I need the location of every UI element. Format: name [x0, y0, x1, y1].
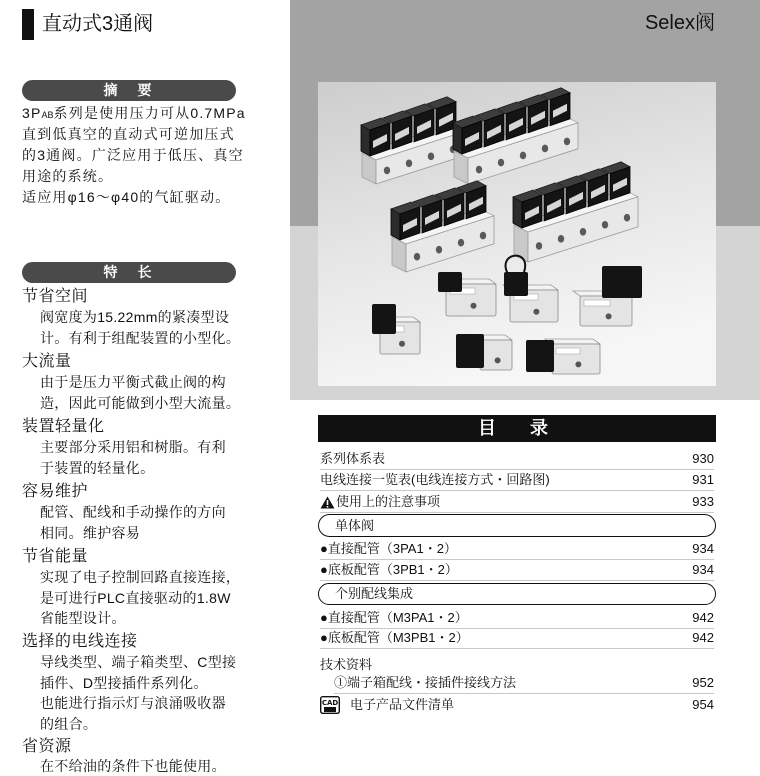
toc-entry-label: 电线连接一览表(电线连接方式・回路图) — [320, 472, 550, 487]
feature-title: 节省能量 — [22, 548, 89, 565]
toc-entry-label: ●直接配管（3PA1・2） — [320, 541, 457, 556]
toc-entry-page: 930 — [692, 451, 714, 466]
warning-exclamation-bar — [327, 500, 329, 505]
feature-item — [22, 546, 284, 629]
feature-line: 在不给油的条件下也能使用。 — [40, 758, 226, 774]
toc-heading: 目 录 — [318, 415, 716, 442]
solenoid-coil — [602, 266, 642, 298]
toc-entry-page: 954 — [692, 696, 714, 712]
port-hole — [399, 341, 405, 347]
feature-line: 省能型设计。 — [40, 610, 126, 626]
toc-entry-page: 942 — [692, 630, 714, 645]
toc-entry — [334, 673, 714, 694]
feature-title: 装置轻量化 — [22, 418, 105, 435]
feature-line: 也能进行指示灯与浪涌吸收器 — [40, 695, 226, 711]
summary-text — [22, 103, 284, 208]
feature-line: 阀宽度为15.22mm的紧凑型设 — [40, 309, 230, 325]
toc-entry — [320, 492, 714, 513]
port-hole — [384, 167, 390, 175]
port-hole — [471, 303, 477, 309]
summary-line — [22, 103, 284, 124]
feature-line: 实现了电子控制回路直接连接， — [40, 569, 241, 585]
toc-entry — [320, 449, 714, 470]
cad-icon-slot — [324, 707, 336, 712]
toc-section-manifold: 个别配线集成 — [318, 583, 716, 605]
toc-entry — [320, 694, 714, 715]
toc-entry — [320, 628, 714, 649]
page-title: 直动式3通阀 — [42, 13, 154, 35]
brand-name: Selex阀 — [644, 12, 715, 34]
feature-line: 配管、配线和手动操作的方向 — [40, 504, 226, 520]
toc-entry-label-group — [320, 492, 440, 512]
solenoid-coil — [504, 272, 528, 296]
feature-line: 主要部分采用铝和树脂。有利 — [40, 439, 226, 455]
toc-section-heading: 技术资料 — [320, 656, 373, 672]
toc-entry-label: ●底板配管（3PB1・2） — [320, 562, 458, 577]
feature-line: 由于是压力平衡式截止阀的构 — [40, 374, 226, 390]
toc-entry — [320, 560, 714, 581]
toc-entry — [320, 539, 714, 560]
feature-item — [22, 286, 284, 348]
toc-entry-label: 系列体系表 — [320, 451, 386, 466]
summary-series-prefix: 3P — [22, 105, 42, 121]
summary-line: 的3通阀。广泛应用于低压、真空 — [22, 147, 244, 163]
toc-entry-label: ●底板配管（M3PB1・2） — [320, 630, 469, 645]
features-heading: 特 长 — [22, 262, 236, 283]
toc-entry-page: 931 — [692, 472, 714, 487]
feature-title: 节省空间 — [22, 288, 89, 305]
toc-entry-page: 933 — [692, 494, 714, 509]
summary-heading: 摘 要 — [22, 80, 236, 101]
toc-entry — [320, 470, 714, 491]
port-hole — [558, 235, 564, 243]
solenoid-coil — [438, 272, 462, 292]
warning-icon — [320, 496, 335, 509]
toc-section-single-valve: 单体阀 — [318, 514, 716, 537]
feature-item — [22, 416, 284, 478]
toc-entry-page: 942 — [692, 610, 714, 625]
cad-icon — [320, 696, 340, 714]
valve-nameplate — [584, 300, 610, 306]
feature-line: 相同。维护容易 — [40, 524, 141, 541]
toc-section-technical — [320, 654, 714, 675]
summary-line: 适应用φ16～φ40的气缸驱动。 — [22, 189, 231, 205]
valve-nameplate — [556, 348, 580, 354]
feature-item — [22, 351, 284, 413]
toc-entry-page: 952 — [692, 675, 714, 690]
toc-entry-page: 934 — [692, 562, 714, 577]
port-hole — [606, 313, 612, 319]
summary-line-rest: 系列是使用压力可从0.7MPa — [53, 105, 246, 121]
port-hole — [624, 214, 630, 222]
feature-title: 大流量 — [22, 353, 72, 370]
title-accent-bar — [22, 9, 34, 40]
feature-title: 省资源 — [22, 738, 72, 755]
feature-item — [22, 481, 284, 543]
summary-line: 直到低真空的直动式可逆加压式 — [22, 126, 235, 142]
port-hole — [575, 361, 581, 367]
feature-item — [22, 736, 284, 775]
port-hole — [536, 242, 542, 250]
feature-title: 选择的电线连接 — [22, 633, 138, 650]
feature-line: 导线类型、端子箱类型、C型接 — [40, 654, 237, 670]
port-hole — [414, 253, 420, 261]
port-hole — [533, 309, 539, 315]
feature-line: 于装置的轻量化。 — [40, 459, 155, 476]
toc-entry-label: ●直接配管（M3PA1・2） — [320, 610, 468, 625]
solenoid-coil — [456, 334, 484, 368]
toc-entry-label: 电子产品文件清单 — [350, 696, 455, 712]
port-hole — [564, 138, 570, 146]
summary-line: 用途的系统。 — [22, 168, 114, 184]
toc-entry-label-group — [320, 695, 454, 715]
feature-line: 的组合。 — [40, 715, 98, 732]
toc-entry-page: 934 — [692, 541, 714, 556]
solenoid-coil — [372, 304, 396, 334]
feature-line: 造，因此可能做到小型大流量。 — [40, 394, 241, 411]
port-hole — [520, 152, 526, 160]
valve-body — [480, 340, 512, 370]
port-hole — [458, 239, 464, 247]
warning-exclamation-dot — [327, 506, 329, 508]
solenoid-coil — [526, 340, 554, 372]
port-hole — [476, 166, 482, 174]
summary-series-subscript: AB — [41, 110, 54, 120]
port-hole — [542, 145, 548, 153]
port-hole — [436, 246, 442, 254]
feature-line: 计。有利于组配装置的小型化。 — [40, 329, 241, 346]
feature-line: 是可进行PLC直接驱动的1.8W — [40, 589, 231, 606]
port-hole — [498, 159, 504, 167]
toc-entry-label: 使用上的注意事项 — [336, 494, 441, 509]
port-hole — [428, 153, 434, 161]
product-photo — [318, 82, 716, 386]
port-hole — [406, 160, 412, 168]
toc-entry — [320, 608, 714, 629]
port-hole — [580, 228, 586, 236]
toc-entry-label: ①端子箱配线・接插件接线方法 — [334, 675, 517, 690]
port-hole — [602, 221, 608, 229]
cad-icon-text: CAD — [321, 698, 339, 707]
port-hole — [480, 232, 486, 240]
port-hole — [495, 357, 501, 363]
feature-line: 插件、D型接插件系列化。 — [40, 674, 208, 691]
feature-item — [22, 631, 284, 734]
feature-title: 容易维护 — [22, 483, 89, 500]
